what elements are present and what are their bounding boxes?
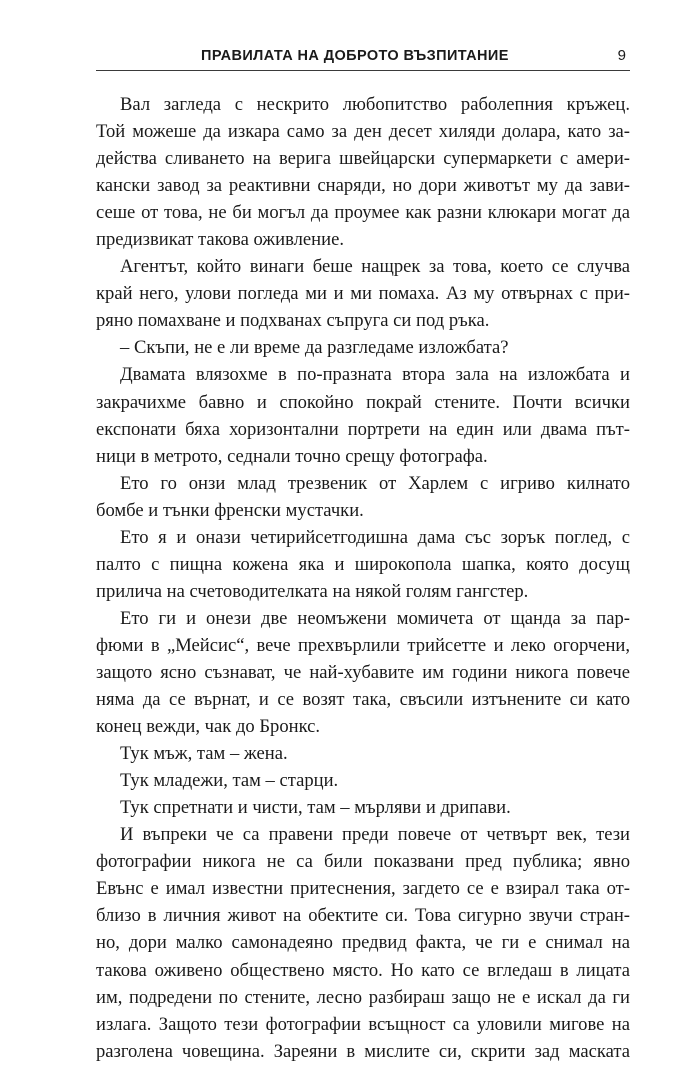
text-line: но, дори малко самонадеяно предвид факта, че ги е снимал на bbox=[96, 932, 630, 954]
text-line: Агентът, който винаги беше нащрек за това, което се случва bbox=[120, 256, 630, 278]
text-line: палто с пищна кожена яка и широкопола шапка, която досущ bbox=[96, 553, 630, 575]
text-line: действа сливането на верига швейцарски супермаркети с амери- bbox=[96, 148, 630, 170]
text-line: няма да се върнат, и се возят така, свъсили изтънените си като bbox=[96, 689, 630, 711]
text-line: Тук младежи, там – старци. bbox=[120, 770, 339, 792]
text-line: ници в метрото, седнали точно срещу фотографа. bbox=[96, 445, 488, 467]
text-line: кански завод за реактивни снаряди, но дори животът му да зави- bbox=[96, 175, 630, 197]
text-line: такова оживено обществено място. Но като се вгледаш в лицата bbox=[96, 959, 630, 981]
text-line: им, подредени по стените, лесно разбираш защо не е искал да ги bbox=[96, 986, 630, 1008]
text-line: Той можеше да изкара само за ден десет хиляди долара, като за- bbox=[96, 121, 630, 143]
text-line: разголена човещина. Зареяни в мислите си, скрити зад маската bbox=[96, 1040, 630, 1062]
text-line: Евънс е имал известни притеснения, загдето се е взирал така от- bbox=[96, 878, 630, 900]
text-line: предизвикат такова оживление. bbox=[96, 229, 344, 251]
text-line: край него, улови погледа ми и ми помаха. Аз му отвърнах с при- bbox=[96, 283, 630, 305]
text-line: ряно помахване и подхванах съпруга си под ръка. bbox=[96, 310, 490, 332]
text-line: прилича на счетоводителката на някой голям гангстер. bbox=[96, 580, 529, 602]
text-line: експонати бяха хоризонтални портрети на един или двама път- bbox=[96, 418, 630, 440]
text-line: близо в личния живот на обектите си. Това сигурно звучи стран- bbox=[96, 905, 630, 927]
text-line: Ето го онзи млад трезвеник от Харлем с игриво килнато bbox=[120, 472, 630, 494]
text-line: фюми в „Мейсис“, вече прехвърлили трийсетте и леко огорчени, bbox=[96, 634, 630, 656]
running-title: ПРАВИЛАТА НА ДОБРОТО ВЪЗПИТАНИЕ bbox=[201, 48, 509, 64]
text-line: Ето ги и онези две неомъжени момичета от щанда за пар- bbox=[120, 607, 630, 629]
text-line: бомбе и тънки френски мустачки. bbox=[96, 499, 364, 521]
text-line: фотографии никога не са били показвани пред публика; явно bbox=[96, 851, 630, 873]
text-line: закрачихме бавно и спокойно покрай стените. Почти всички bbox=[96, 391, 630, 413]
text-line: излага. Защото тези фотографии всъщност са уловили мигове на bbox=[96, 1013, 630, 1035]
text-line: Ето я и онази четирийсетгодишна дама със зорък поглед, с bbox=[120, 526, 630, 548]
body-text bbox=[96, 91, 630, 1065]
text-line: – Скъпи, не е ли време да разгледаме изложбата? bbox=[120, 337, 509, 359]
text-line: Тук мъж, там – жена. bbox=[120, 743, 288, 765]
text-line: Двамата влязохме в по-празната втора зала на изложбата и bbox=[120, 364, 630, 386]
text-line: И въпреки че са правени преди повече от четвърт век, тези bbox=[120, 824, 630, 846]
page-number: 9 bbox=[617, 47, 626, 64]
text-line: Вал загледа с нескрито любопитство раболепния кръжец. bbox=[120, 94, 630, 115]
text-line: сеше от това, не би могъл да проумее как разни клюкари могат да bbox=[96, 202, 630, 224]
text-line: защото ясно съзнават, че най-хубавите им години никога повече bbox=[96, 661, 630, 683]
text-line: конец вежди, чак до Бронкс. bbox=[96, 716, 321, 738]
text-line: Тук спретнати и чисти, там – мърляви и дрипави. bbox=[120, 797, 511, 819]
running-header bbox=[96, 42, 630, 71]
